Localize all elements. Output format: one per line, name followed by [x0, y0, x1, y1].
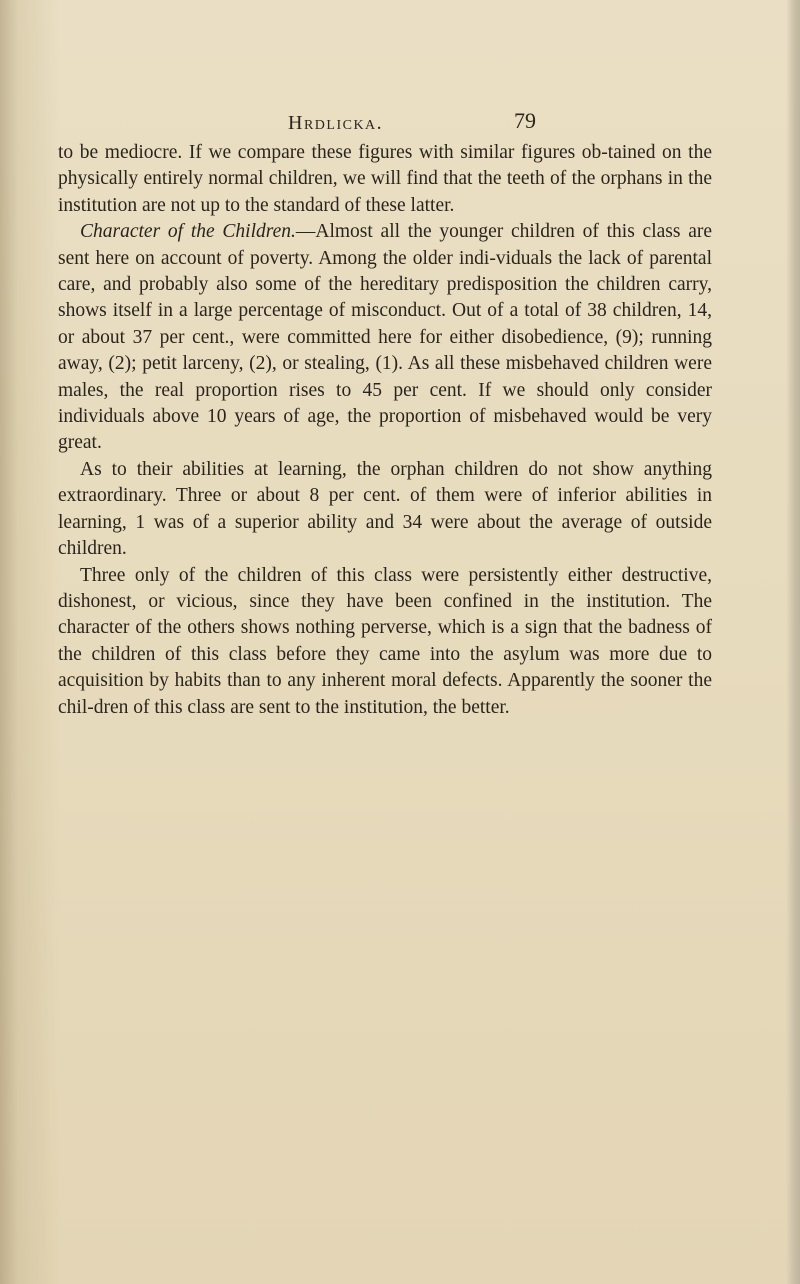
page-number: 79: [514, 108, 536, 133]
paragraph-character-of-children: [58, 219, 712, 457]
paragraph-text: Three only of the children of this class were persistently either destructive, dishonest, or vicious, since they have been confined in the institution. The character of the others shows nothing perverse, which is a sign that the badness of the children of this class before they came into the asylum was more due to acquisition by habits than to any inherent moral defects. Apparently the sooner the chil-dren of this class are sent to the institution, the better.: [58, 564, 712, 718]
paragraph-abilities: [58, 457, 712, 563]
paragraph-text: to be mediocre. If we compare these figures with similar figures ob-tained on the physically entirely normal children, we will find that the teeth of the orphans in the institution are not up to the standard of these latter.: [58, 142, 712, 216]
page-edge-shadow: [786, 0, 800, 1284]
running-head: [0, 108, 800, 138]
running-head-title: Hrdlicka.: [288, 112, 384, 134]
paragraph-text: —Almost all the younger children of this class are sent here on account of poverty. Among the older indi-viduals the lack of parental care, and probably also some of the hereditary predisposition the children carry, shows itself in a large percentage of misconduct. Out of a total of 38 children, 14, or about 37 per cent., were committed here for either disobedience, (9); running away, (2); petit larceny, (2), or stealing, (1). As all these misbehaved children were males, the real proportion rises to 45 per cent. If we should only consider individuals above 10 years of age, the proportion of misbehaved would be very great.: [58, 221, 713, 454]
paragraph-continuation: [58, 140, 712, 219]
paragraph-text: As to their abilities at learning, the orphan children do not show anything extraordinary. Three or about 8 per cent. of them were of inferior abilities in learning, 1 was of a superior ability and 34 were about the average of outside children.: [58, 458, 712, 560]
paragraph-conclusion: [58, 563, 712, 721]
body-text: [58, 140, 712, 721]
section-title: Character of the Children.: [80, 221, 296, 243]
